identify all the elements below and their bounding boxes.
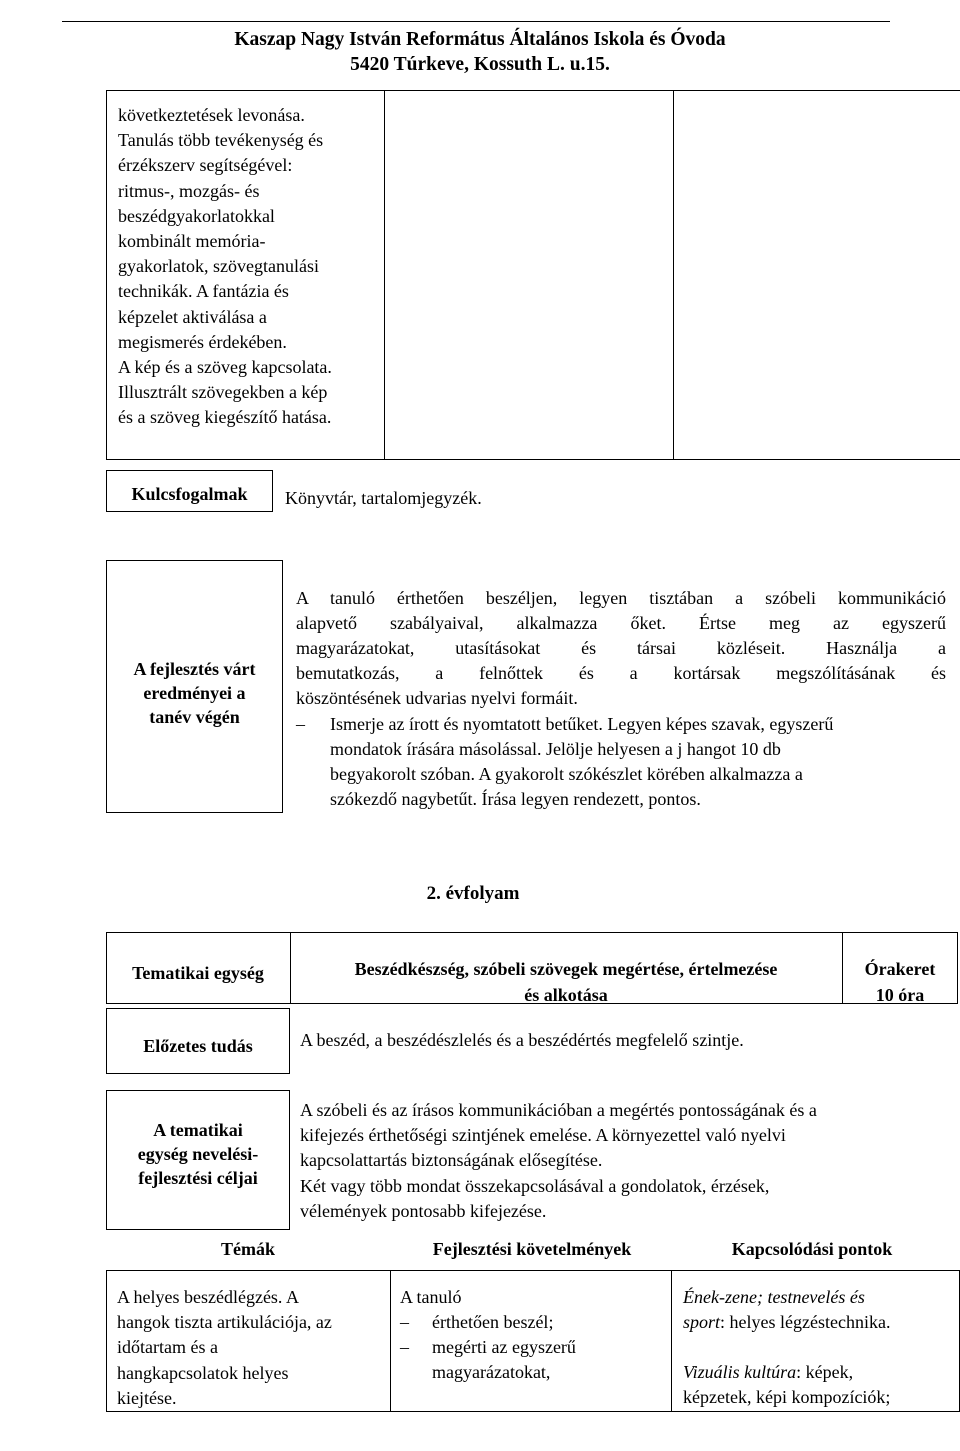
kov-item: magyarázatokat, [432, 1362, 551, 1382]
school-name: Kaszap Nagy István Református Általános Iskola és Óvoda [234, 29, 726, 50]
text-line: köszöntésének udvarias nyelvi formáit. [296, 688, 578, 708]
kap-subject: sport [683, 1312, 721, 1332]
kap-text: : helyes légzéstechnika. [720, 1312, 891, 1332]
header-rule [62, 21, 890, 22]
text-line: hangok tiszta artikulációja, az [117, 1312, 332, 1333]
text-line: szókezdő nagybetűt. Írása legyen rendezett, pontos. [330, 789, 701, 809]
kapcsolodasi-cell [683, 1285, 955, 1410]
text-line: Ismerje az írott és nyomtatott betűket. Legyen képes szavak, egyszerű [330, 714, 834, 734]
text-line: begyakorolt szóban. A gyakorolt szókészlet körében alkalmazza a [330, 764, 803, 784]
top-table-divider-1 [384, 90, 385, 460]
text-line: A helyes beszédlégzés. A [117, 1287, 299, 1307]
kov-item: érthetően beszél; [432, 1312, 554, 1332]
results-bullet [296, 712, 946, 812]
text-line: ritmus-, mozgás- és [118, 180, 260, 201]
text-line: Illusztrált szövegekben a kép [118, 382, 328, 403]
text-line: Tanulás több tevékenység és [118, 130, 324, 151]
text-line: technikák. A fantázia és [118, 281, 289, 302]
text-line: képzelet aktiválása a [118, 306, 267, 327]
dash-icon: – [296, 714, 305, 734]
top-table-divider-2 [673, 90, 674, 460]
dash-icon: – [400, 1312, 409, 1332]
kulcsfogalmak-value: Könyvtár, tartalomjegyzék. [285, 488, 482, 508]
text-line: hangkapcsolatok helyes [117, 1362, 289, 1383]
text-line: következtetések levonása. [118, 105, 305, 125]
title-line: és alkotása [524, 985, 608, 1005]
celok-text [300, 1098, 950, 1224]
text-line: kifejezés érthetőségi szintjének emelése. A környezettel való nyelvi [300, 1125, 786, 1146]
elozetes-label: Előzetes tudás [143, 1036, 253, 1056]
celok-label [106, 1118, 290, 1190]
label-line: eredményei a [143, 683, 246, 703]
school-address: 5420 Túrkeve, Kossuth L. u.15. [350, 54, 610, 75]
bottom-divider-1 [390, 1270, 391, 1412]
text-line: és a szöveg kiegészítő hatása. [118, 407, 332, 428]
kap-text: : képek, [796, 1362, 854, 1382]
text-line: mondatok írására másolással. Jelölje helyesen a j hangot 10 db [330, 739, 781, 759]
grade-title: 2. évfolyam [426, 883, 520, 904]
kov-intro: A tanuló [400, 1287, 462, 1307]
label-line: egység nevelési- [137, 1144, 259, 1164]
unit-title [290, 956, 842, 1008]
kap-line: képzetek, képi kompozíciók; [683, 1387, 891, 1407]
text-line: beszédgyakorlatokkal [118, 205, 275, 226]
label-line: A fejlesztés várt [133, 659, 256, 679]
tematikai-label: Tematikai egység [132, 963, 264, 983]
text-line: megismerés érdekében. [118, 331, 287, 352]
top-table-left-text [118, 103, 380, 431]
column-header-temak: Témák [221, 1239, 275, 1259]
kap-line [683, 1360, 955, 1385]
kap-line: Ének-zene; testnevelés és [683, 1287, 865, 1307]
bottom-divider-2 [671, 1270, 672, 1412]
results-paragraph [296, 586, 946, 711]
text-line: vélemények pontosabb kifejezése. [300, 1200, 547, 1221]
kap-subject: Vizuális kultúra [683, 1362, 797, 1382]
label-line: tanév végén [149, 707, 240, 727]
text-line: kombinált memória- [118, 231, 266, 252]
text-line: Két vagy több mondat összekapcsolásával a gondolatok, érzések, [300, 1175, 770, 1196]
results-label [106, 657, 283, 729]
orakeret-label: Órakeret [864, 959, 936, 979]
title-line: Beszédkészség, szóbeli szövegek megértése, értelmezése [354, 959, 778, 979]
text-line: érzékszerv segítségével: [118, 155, 293, 176]
kap-line [683, 1310, 955, 1335]
column-header-kovetelmenyek: Fejlesztési követelmények [432, 1239, 632, 1259]
text-line: A tanuló érthetően beszéljen, legyen tisztában a szóbeli kommunikáció [296, 588, 946, 608]
elozetes-value: A beszéd, a beszédészlelés és a beszédértés megfelelő szintje. [300, 1030, 744, 1050]
column-header-kapcsolodasi: Kapcsolódási pontok [731, 1239, 893, 1259]
kov-item: megérti az egyszerű [432, 1337, 576, 1357]
temak-cell-text [117, 1285, 387, 1411]
text-line: kapcsolattartás biztonságának elősegítése. [300, 1150, 603, 1171]
text-line: időtartam és a [117, 1337, 218, 1358]
kovetelmenyek-cell [400, 1285, 666, 1385]
orakeret-value: 10 óra [875, 985, 925, 1005]
text-line: bemutatkozás, a felnőttek és a kortársak megszólításának és [296, 663, 946, 683]
kulcsfogalmak-label: Kulcsfogalmak [131, 484, 248, 504]
text-line: A szóbeli és az írásos kommunikációban a megértés pontosságának és a [300, 1100, 817, 1120]
label-line: fejlesztési céljai [138, 1168, 258, 1188]
label-line: A tematikai [153, 1120, 243, 1140]
text-line: alapvető szabályaival, alkalmazza őket. Értse meg az egyszerű [296, 613, 946, 633]
text-line: A kép és a szöveg kapcsolata. [118, 357, 332, 378]
text-line: magyarázatokat, utasításokat és társai közléseit. Használja a [296, 638, 946, 658]
dash-icon: – [400, 1337, 409, 1357]
text-line: kiejtése. [117, 1387, 177, 1408]
orakeret [842, 956, 958, 1008]
text-line: gyakorlatok, szövegtanulási [118, 256, 319, 277]
